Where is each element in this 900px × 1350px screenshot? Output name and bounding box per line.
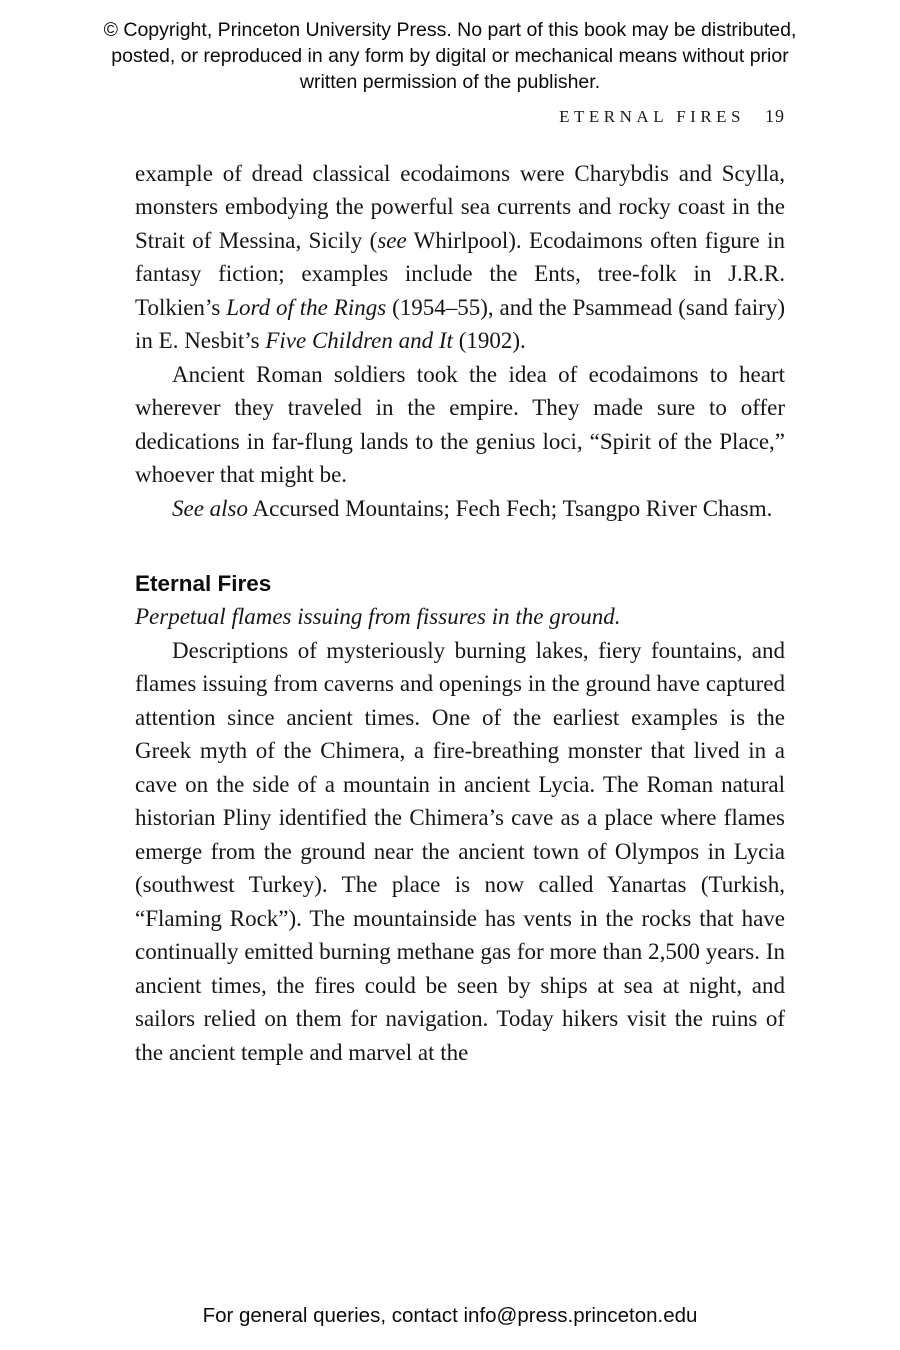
italic-text: Lord of the Rings <box>226 294 387 320</box>
copyright-notice: © Copyright, Princeton University Press. No part of this book may be distributed, posted, or reproduced in any form by digital or mechanical means without prior written permission of the publisher. <box>103 19 797 93</box>
entry-body <box>135 634 785 1070</box>
italic-text: Five Children and It <box>265 328 453 354</box>
running-header-title: ETERNAL FIRES <box>559 106 745 126</box>
page-number: 19 <box>765 105 785 126</box>
entry-continuation <box>135 157 785 526</box>
body-text-segment: (1954–55), and the Psammead (sand fairy) in E. Nesbit’s <box>135 294 785 354</box>
paragraph <box>135 358 785 492</box>
entry-heading: Eternal Fires <box>135 571 272 597</box>
page-footer: For general queries, contact info@press.princeton.edu <box>202 1304 698 1327</box>
body-text-segment: Accursed Mountains; Fech Fech; Tsangpo River Chasm. <box>248 495 773 521</box>
paragraph <box>135 634 785 1070</box>
running-header <box>0 106 900 127</box>
body-text-segment: Ancient Roman soldiers took the idea of ecodaimons to heart wherever they traveled in the empire. They made sure to offer dedications in far-flung lands to the genius loci, “Spirit of the Place,” whoever that might be. <box>135 361 785 488</box>
entry-eternal-fires <box>135 567 785 1069</box>
body-text-segment: Whirlpool). Ecodaimons often figure in fantasy fiction; examples include the Ents, tree-folk in J.R.R. Tolkien’s <box>135 227 785 320</box>
italic-text: see <box>377 227 407 253</box>
italic-text: See also <box>172 495 249 521</box>
entry-definition: Perpetual flames issuing from fissures in the ground. <box>135 604 621 630</box>
page-body <box>0 157 900 1070</box>
paragraph <box>135 492 785 526</box>
body-text-segment: Descriptions of mysteriously burning lakes, fiery fountains, and flames issuing from caverns and openings in the ground have captured attention since ancient times. One of the earliest examples is the Greek myth of the Chimera, a fire-breathing monster that lived in a cave on the side of a mountain in ancient Lycia. The Roman natural historian Pliny identified the Chimera’s cave as a place where flames emerge from the ground near the ancient town of Olympos in Lycia (southwest Turkey). The place is now called Yanartas (Turkish, “Flaming Rock”). The mountainside has vents in the rocks that have continually emitted burning methane gas for more than 2,500 years. In ancient times, the fires could be seen by ships at sea at night, and sailors relied on them for navigation. Today hikers visit the ruins of the ancient temple and marvel at the <box>135 637 785 1065</box>
body-text-segment: example of dread classical ecodaimons were Charybdis and Scylla, monsters embodying the powerful sea currents and rocky coast in the Strait of Messina, Sicily ( <box>135 160 785 253</box>
body-text-segment: (1902). <box>452 328 526 354</box>
paragraph <box>135 157 785 358</box>
